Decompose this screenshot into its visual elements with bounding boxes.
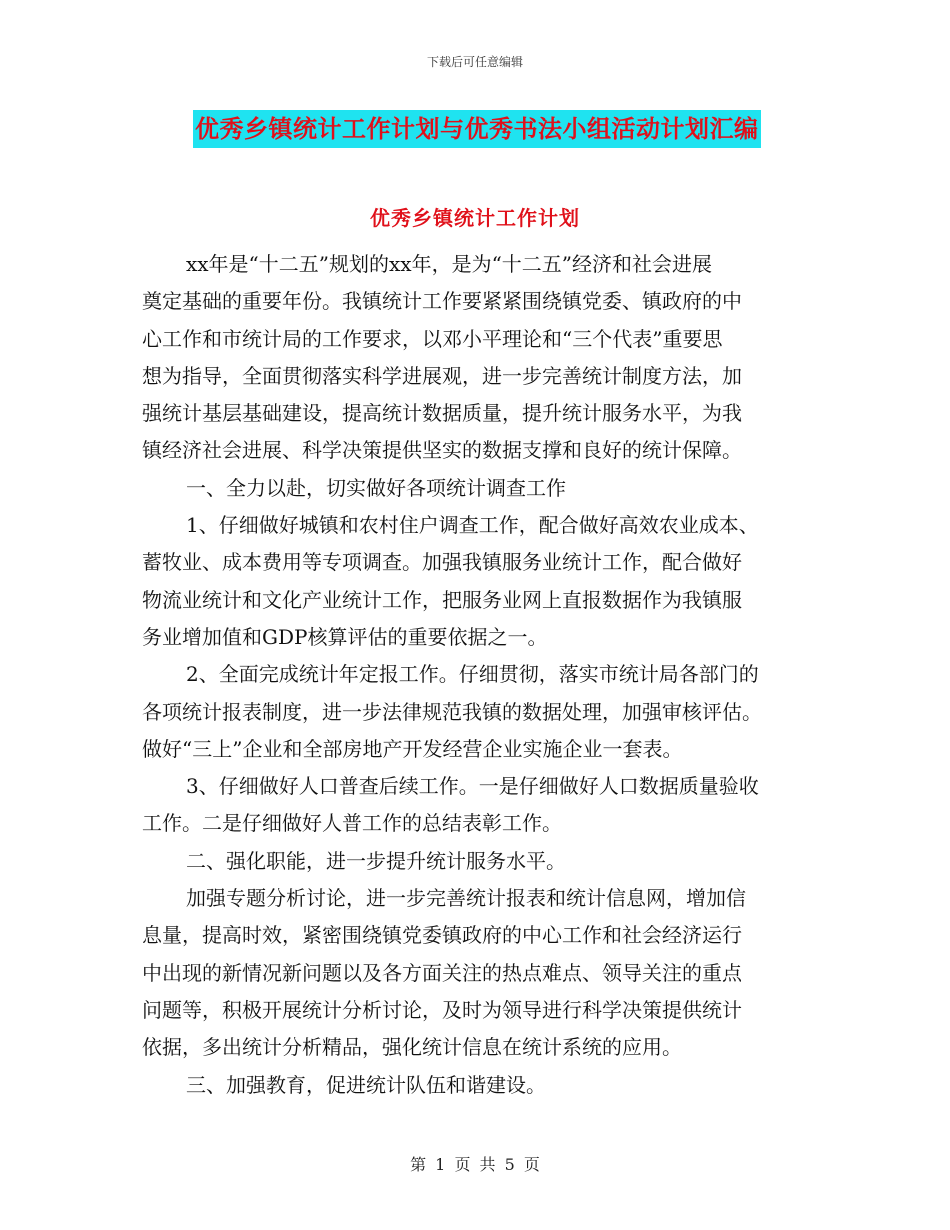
paragraph-line: xx年是“十二五”规划的xx年，是为“十二五”经济和社会进展 <box>186 252 713 276</box>
paragraph-line: 蓄牧业、成本费用等专项调查。加强我镇服务业统计工作，配合做好 <box>142 550 742 575</box>
document-title: 优秀乡镇统计工作计划与优秀书法小组活动计划汇编 <box>193 110 761 148</box>
paragraph-line: 工作。二是仔细做好人普工作的总结表彰工作。 <box>142 811 562 836</box>
paragraph-line: 各项统计报表制度，进一步法律规范我镇的数据处理，加强审核评估。 <box>142 699 762 724</box>
paragraph-line: 2、全面完成统计年定报工作。仔细贯彻，落实市统计局各部门的 <box>186 662 759 687</box>
paragraph-line: 依据，多出统计分析精品，强化统计信息在统计系统的应用。 <box>142 1035 682 1060</box>
paragraph-line: 物流业统计和文化产业统计工作，把服务业网上直报数据作为我镇服 <box>142 587 742 612</box>
paragraph-line: 3、仔细做好人口普查后续工作。一是仔细做好人口数据质量验收 <box>186 774 759 799</box>
paragraph-line: 心工作和市统计局的工作要求，以邓小平理论和“三个代表”重要思 <box>142 326 723 351</box>
paragraph-line: 做好“三上”企业和全部房地产开发经营企业实施企业一套表。 <box>142 736 683 761</box>
section-title: 优秀乡镇统计工作计划 <box>370 206 580 230</box>
paragraph-line: 息量，提高时效，紧密围绕镇党委镇政府的中心工作和社会经济运行 <box>142 923 742 948</box>
paragraph-line: 奠定基础的重要年份。我镇统计工作要紧紧围绕镇党委、镇政府的中 <box>142 289 742 314</box>
paragraph-line: 中出现的新情况新问题以及各方面关注的热点难点、领导关注的重点 <box>142 960 742 985</box>
heading-line: 三、加强教育，促进统计队伍和谐建设。 <box>186 1072 546 1097</box>
paragraph-line: 镇经济社会进展、科学决策提供坚实的数据支撑和良好的统计保障。 <box>142 438 742 463</box>
heading-line: 一、全力以赴，切实做好各项统计调查工作 <box>186 475 566 500</box>
page-number: 第 1 页 共 5 页 <box>410 1155 540 1174</box>
paragraph-line: 加强专题分析讨论，进一步完善统计报表和统计信息网，增加信 <box>186 886 746 911</box>
paragraph-line: 问题等，积极开展统计分析讨论，及时为领导进行科学决策提供统计 <box>142 997 742 1022</box>
paragraph-line: 1、仔细做好城镇和农村住户调查工作，配合做好高效农业成本、 <box>186 513 759 538</box>
document-body <box>142 246 812 1104</box>
paragraph-line: 强统计基层基础建设，提高统计数据质量，提升统计服务水平，为我 <box>142 401 742 426</box>
paragraph-line: 务业增加值和GDP核算评估的重要依据之一。 <box>142 624 548 649</box>
header-note: 下载后可任意编辑 <box>426 55 523 69</box>
paragraph-line: 想为指导，全面贯彻落实科学进展观，进一步完善统计制度方法，加 <box>142 363 742 388</box>
heading-line: 二、强化职能，进一步提升统计服务水平。 <box>186 848 566 873</box>
